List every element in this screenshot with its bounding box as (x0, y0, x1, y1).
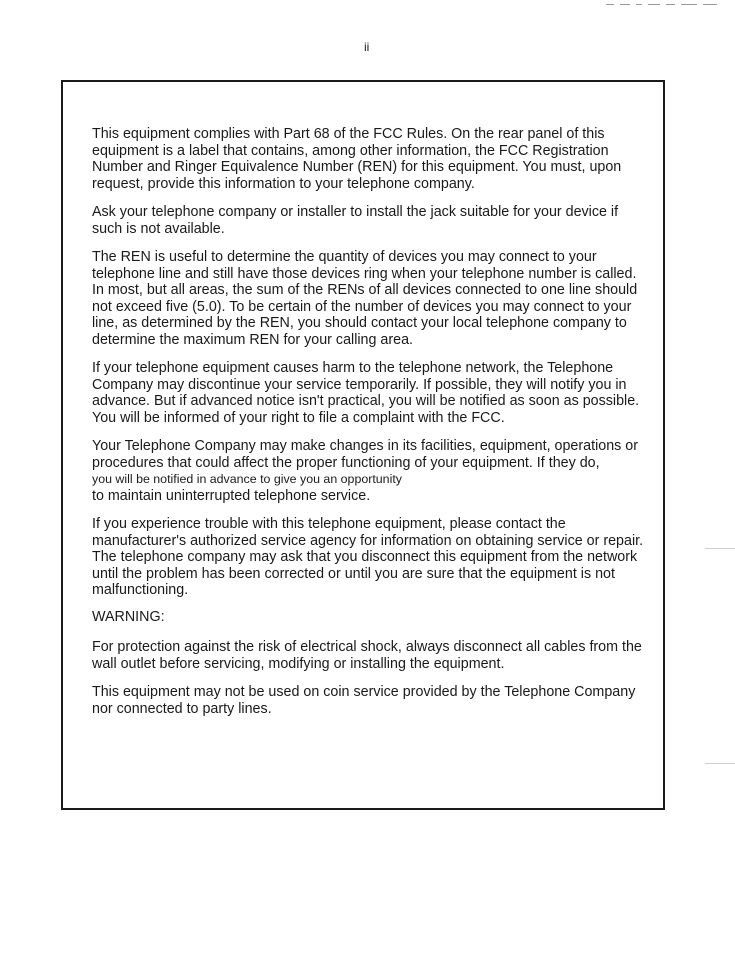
fcc-compliance-paragraph: This equipment complies with Part 68 of the FCC Rules. On the rear panel of this equipment is a label that contains, among other information, the FCC Registration Number and Ringer Equivalence Number (REN) for this equipment. You must, upon request, provide this information to your telephone company. (92, 126, 622, 192)
coin-service-paragraph: This equipment may not be used on coin service provided by the Telephone Company nor connected to party lines. (92, 684, 636, 717)
page-number: ii (364, 40, 370, 54)
shock-warning-paragraph: For protection against the risk of electrical shock, always disconnect all cables from the wall outlet before servicing, modifying or installing the equipment. (92, 639, 642, 672)
trouble-paragraph: If you experience trouble with this telephone equipment, please contact the manufacturer's authorized service agency for information on obtaining service or repair. The telephone company may ask that you disconnect this equipment from the network until the problem has been corrected or until you are sure that the equipment is not malfunctioning. (92, 516, 644, 598)
company-changes-end-text: to maintain uninterrupted telephone service. (92, 487, 371, 504)
fcc-notice-box (61, 80, 665, 810)
company-changes-paragraph (92, 438, 652, 504)
margin-mark (705, 763, 735, 764)
company-changes-text: Your Telephone Company may make changes in its facilities, equipment, operations or procedures that could affect the proper functioning of your equipment. If they do, (92, 438, 638, 471)
company-changes-small-text: you will be notified in advance to give you an opportunity (92, 472, 402, 486)
warning-label: WARNING: (92, 608, 165, 625)
network-harm-paragraph: If your telephone equipment causes harm to the telephone network, the Telephone Company may discontinue your service temporarily. If possible, they will notify you in advance. But if advanced notice isn't practical, you will be notified as soon as possible. You will be informed of your right to file a complaint with the FCC. (92, 360, 640, 426)
fcc-notice-text (92, 126, 652, 729)
jack-installation-paragraph: Ask your telephone company or installer to install the jack suitable for your device if such is not available. (92, 204, 619, 237)
scan-artifact (606, 4, 717, 7)
margin-mark (705, 548, 735, 549)
ren-paragraph: The REN is useful to determine the quantity of devices you may connect to your telephone line and still have those devices ring when your telephone number is called. In most, but all areas, the sum of the RENs of all devices connected to one line should not exceed five (5.0). To be certain of the number of devices you may connect to your line, as determined by the REN, you should contact your local telephone company to determine the maximum REN for your calling area. (92, 249, 638, 348)
